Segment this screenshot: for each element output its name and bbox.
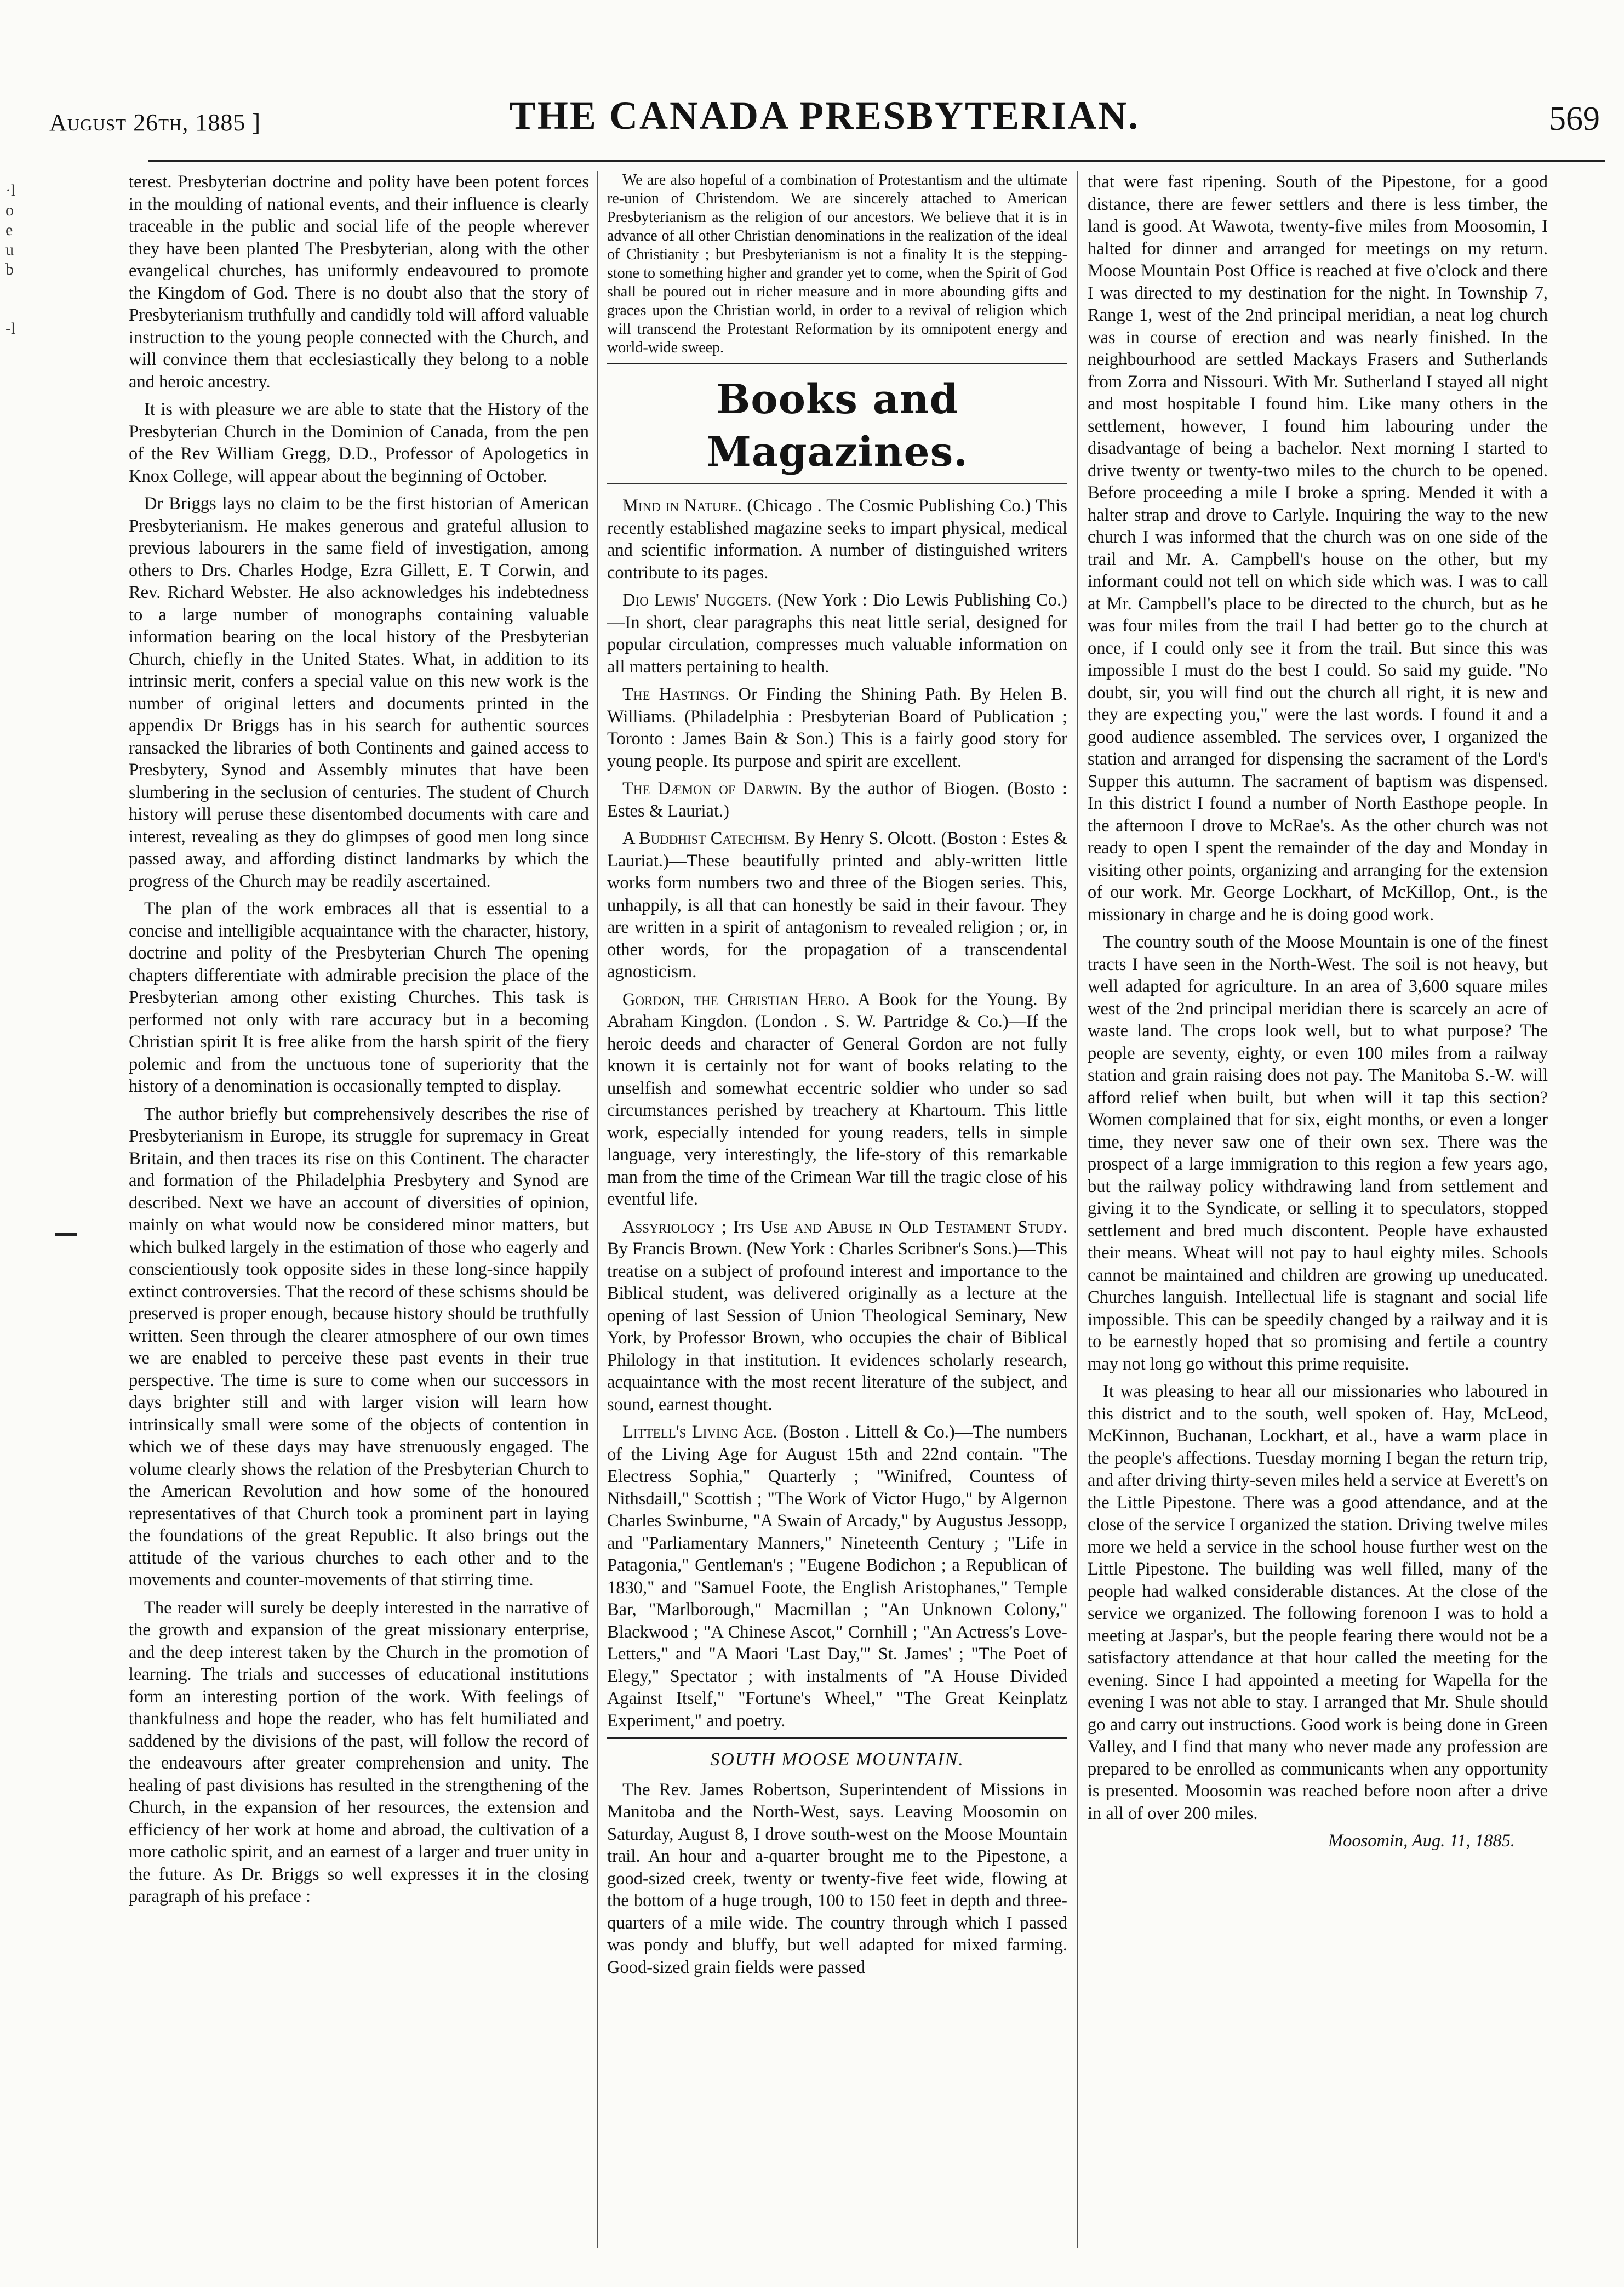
column-divider bbox=[597, 171, 598, 2248]
margin-dash bbox=[55, 1233, 77, 1236]
book-title: Dio Lewis' Nuggets. bbox=[622, 590, 772, 610]
book-text: (Boston . Littell & Co.)—The numbers of the Living Age for August 15th and 22nd contain. "The Electress Sophia," Quarterly ; "Winifred, Countess of Nithsdaill," Scottish ; "The Work of Victor Hugo," by Algernon Charles Swinburne, "A Swain of Arcady," by Augustus Jessopp, and "Parliamentary Manners," Nineteenth Century ; "Life in Patagonia," Gentleman's ; "Eugene Bodichon ; a Republican of 1830," and "Samuel Foote, the English Aristophanes," Temple Bar, "Marlborough," Macmillan ; "An Unknown Colony," Blackwood ; "A Chinese Ascot," Cornhill ; "An Actress's Love-Letters," and "A Maori 'Last Day,'" St. James' ; "The Poet of Elegy," Spectator ; with instalments of "A House Divided Against Itself," "Fortune's Wheel," "The Great Keinplatz Experiment," and poetry. bbox=[607, 1422, 1067, 1731]
paragraph: The country south of the Moose Mountain is one of the finest tracts I have seen in the North-West. The soil is not heavy, but well adapted for agriculture. In an area of 3,600 square miles west of the 2nd principal meridian there is scarcely an acre of waste land. The crops look well, but to what purpose? The people are seventy, eighty, or even 100 miles from a railway station and grain raising does not pay. The Manitoba S.-W. will afford relief when built, but when will it tap this section? Women complained that for six, eight months, or even a longer time, they never saw one of their own sex. There was the prospect of a large immigration to this region a few years ago, but the railway policy withdrawing land from settlement and giving it to the Syndicate, or selling it to speculators, stopped settlement and bred much discontent. People have exhausted their means. Wheat will not pay to haul eighty miles. Schools cannot be maintained and children are growing up uneducated. Churches languish. Intellectual life is stagnant and social life impossible. This can be speedily changed by a railway and it is to be earnestly hoped that so promising and fertile a country may not long go without this prime requisite. bbox=[1088, 932, 1548, 1374]
page-header bbox=[49, 93, 1600, 153]
book-entry bbox=[607, 778, 1067, 822]
header-rule bbox=[148, 160, 1605, 162]
paragraph: It is with pleasure we are able to state that the History of the Presbyterian Church in the Dominion of Canada, from the pen of the Rev William Gregg, D.D., Professor of Apologetics in Knox College, will appear about the beginning of October. bbox=[129, 400, 589, 486]
book-text: By Henry S. Olcott. (Boston : Estes & Lauriat.)—These beautifully printed and ably-written little works form numbers two and three of the Biogen series. This, unhappily, is all that can honestly be said in their favour. They are written in a spirit of antagonism to revealed religion ; or, in other words, for the propagation of a transcendental agnosticism. bbox=[607, 829, 1067, 982]
books-heading: Books and Magazines. bbox=[706, 376, 968, 476]
book-entry bbox=[607, 1421, 1067, 1732]
paragraph: terest. Presbyterian doctrine and polity have been potent forces in the moulding of national events, and their influence is clearly traceable in the public and social life of the people wherever they have been planted The Presbyterian, along with the other evangelical churches, has uniformly endeavoured to promote the Kingdom of God. There is no doubt also that the story of Presbyterianism truthfully and candidly told will afford valuable instruction to the young people connected with the Church, and will convince them that ecclesiastically they belong to a noble and heroic ancestry. bbox=[129, 172, 589, 392]
paragraph: The Rev. James Robertson, Superintendent of Missions in Manitoba and the North-West, says. Leaving Moosomin on Saturday, August 8, I drove south-west on the Moose Mountain trail. An hour and a-quarter brought me to the Pipestone, a good-sized creek, twenty or twenty-five feet wide, flowing at the bottom of a huge trough, 100 to 150 feet in depth and three-quarters of a mile wide. The country through which I passed was pondy and bluffy, but well adapted for mixed farming. Good-sized grain fields were passed bbox=[607, 1780, 1067, 1977]
book-title: Assyriology ; Its Use and Abuse in Old Testament Study. bbox=[622, 1217, 1067, 1237]
book-title: Mind in Nature. bbox=[622, 496, 742, 516]
column-divider bbox=[1077, 171, 1078, 2248]
heading-rule bbox=[607, 483, 1067, 484]
book-entry bbox=[607, 1216, 1067, 1416]
book-entry bbox=[607, 828, 1067, 983]
page-number: 569 bbox=[1549, 100, 1600, 138]
section-rule bbox=[607, 1737, 1067, 1739]
article-heading: SOUTH MOOSE MOUNTAIN. bbox=[710, 1749, 964, 1770]
issue-date: August 26th, 1885 ] bbox=[49, 109, 261, 136]
section-rule bbox=[607, 363, 1067, 364]
book-title: Gordon, the Christian Hero. bbox=[622, 989, 850, 1010]
book-title: The Dæmon of Darwin. bbox=[622, 779, 802, 799]
paragraph: Dr Briggs lays no claim to be the first historian of American Presbyterianism. He makes generous and grateful allusion to previous labourers in the same field of investigation, among others to Drs. Charles Hodge, Ezra Gillett, E. T Corwin, and Rev. Richard Webster. He also acknowledges his indebtedness to a large number of monographs containing valuable information bearing on the local history of the Presbyterian Church, chiefly in the United States. What, in addition to its intrinsic merit, confers a special value on this new work is the number of original letters and documents printed in the appendix Dr Briggs has in his search for authentic sources ransacked the libraries of both Continents and gained access to Presbytery, Synod and Assembly minutes that have been slumbering in the seclusion of centuries. The student of Church history will peruse these disentombed documents with care and interest, revealing as they do glimpses of good men long since passed away, and affording distinct landmarks by which the progress of the Church may be readily ascertained. bbox=[129, 494, 589, 891]
book-text: By the author of Biogen. (Bosto : Estes & Lauriat.) bbox=[607, 779, 1067, 821]
paragraph: The author briefly but comprehensively describes the rise of Presbyterianism in Europe, its struggle for supremacy in Great Britain, and then traces its rise on this Continent. The character and formation of the Philadelphia Presbytery and Synod are described. Next we have an account of diversities of opinion, mainly on what would now be considered minor matters, but which bulked largely in the estimation of those who eagerly and conscientiously took opposite sides in these long-since happily extinct controversies. That the record of these schisms should be preserved is proper enough, because history should be truthfully written. Seen through the clearer atmosphere of our own times we are enabled to perceive these past events in their true perspective. The time is sure to come when our successors in days brighter still and with larger vision will learn how intrinsically small were some of the objects of contention in which we of these days may have strenuously engaged. The volume clearly shows the relation of the Presbyterian Church to the American Revolution and how some of the honoured representatives of that Church took a prominent part in laying the foundations of the great Republic. It also brings out the attitude of the various churches to each other and to the movements and counter-movements of that stirring time. bbox=[129, 1104, 589, 1590]
book-entry bbox=[607, 589, 1067, 678]
book-text: (Chicago . The Cosmic Publishing Co.) This recently established magazine seeks to impart physical, medical and scientific information. A number of distinguished writers contribute to its pages. bbox=[607, 496, 1067, 583]
margin-marks: ·l o e u b -l bbox=[5, 181, 16, 338]
paragraph: The plan of the work embraces all that is essential to a concise and intelligible acquaintance with the character, history, doctrine and polity of the Presbyterian Church The opening chapters differentiate with admirable precision the place of the Presbyterian among other existing Churches. This task is performed not only with rare accuracy but in a becoming Christian spirit It is free alike from the harsh spirit of the fiery polemic and from the unctuous tone of superiority that the history of a denomination is occasionally tempted to display. bbox=[129, 899, 589, 1096]
book-entry bbox=[607, 683, 1067, 772]
paragraph: that were fast ripening. South of the Pipestone, for a good distance, there are fewer settlers and there is less timber, the land is good. At Wawota, twenty-five miles from Moosomin, I halted for dinner and arranged for meetings on my return. Moose Mountain Post Office is reached at five o'clock and there I was directed to my destination for the night. In Township 7, Range 1, west of the 2nd principal meridian, a neat log church was in course of erection and was nearly finished. In the neighbourhood are settled Mackays Frasers and Sutherlands from Zorra and Nissouri. With Mr. Sutherland I stayed all night and most hospitable I found him. Like many others in the settlement, however, I found him labouring under the disadvantage of being a bachelor. Next morning I started to drive twenty or twenty-two miles to the church to be opened. Before proceeding a mile I broke a spring. Mended it with a halter strap and drove to Carlyle. Inquiring the way to the new church I was informed that the church was on one side of the trail and Mr. A. Campbell's house on the other, but my informant could not tell on which side which was. I was to call at Mr. Campbell's place to be directed to the church, but as he was four miles from the trail I had better go to the church at once, if I could only see it from the trail. But since this was impossible I must do the best I could. So said my guide. "No doubt, sir, you will find out the church all right, it is new and they are expecting you," were the last words. I found it and a good audience assembled. The services over, I organized the station and arranged for dispensing the sacrament of the Lord's Supper this autumn. The sacrament of baptism was dispensed. In this district I found a number of North Easthope people. In the afternoon I drove to McRae's. As the other church was not ready to open I spent the remainder of the day and Monday in visiting other points, organizing and arranging for the extension of our work. Mr. George Lockhart, of McKillop, Ont., is the missionary in charge and he is doing good work. bbox=[1088, 172, 1548, 925]
column-middle bbox=[607, 171, 1067, 2254]
dateline-signature: Moosomin, Aug. 11, 1885. bbox=[1328, 1831, 1515, 1851]
book-text: By Francis Brown. (New York : Charles Scribner's Sons.)—This treatise on a subject of profound interest and importance to the Biblical student, was delivered originally as a lecture at the opening of last Session of Union Theological Seminary, New York, by Professor Brown, who occupies the chair of Biblical Philology in that institution. It evidences scholarly research, acquaintance with the most recent literature of the subject, and sound, earnest thought. bbox=[607, 1239, 1067, 1415]
book-title: The Hastings. bbox=[622, 685, 730, 704]
paragraph: It was pleasing to hear all our missionaries who laboured in this district and to the south, well spoken of. Hay, McLeod, McKinnon, Buchanan, Lockhart, et al., have a warm place in the people's affections. Tuesday morning I began the return trip, and after driving thirty-seven miles held a service at Everett's on the Little Pipestone. There was a good attendance, and at the close of the service I organized the station. Driving twelve miles more we held a service in the school house further west on the Little Pipestone. The building was well filled, many of the people had walked considerable distances. At the close of the service we organized. The following forenoon I was to hold a meeting at Jaspar's, but the people fearing there would not be a satisfactory attendance at that hour called the meeting for the evening. Since I had appointed a meeting for Wapella for the evening I was not able to stay. I arranged that Mr. Shule should go and carry out instructions. Good work is being done in Green Valley, and I find that many who never made any profession are prepared to be enrolled as communicants when any opportunity is presented. Moosomin was reached before noon after a drive in all of over 200 miles. bbox=[1088, 1382, 1548, 1823]
book-text: (New York : Dio Lewis Publishing Co.)—In short, clear paragraphs this neat little serial, designed for popular circulation, compresses much valuable information on all matters pertaining to health. bbox=[607, 590, 1067, 677]
column-left bbox=[129, 171, 589, 2254]
book-entry bbox=[607, 989, 1067, 1211]
book-entry bbox=[607, 495, 1067, 584]
book-title: Littell's Living Age. bbox=[622, 1422, 777, 1442]
book-text: A Book for the Young. By Abraham Kingdon. (London . S. W. Partridge & Co.)—If the heroic deeds and character of General Gordon are not fully known it is certainly not for want of books relating to the unselfish and somewhat eccentric soldier who under so sad circumstances perished by treachery at Khartoum. This little work, especially intended for young readers, tells in simple language, very interestingly, the life-story of this remarkable man from the time of the Crimean War till the tragic close of his eventful life. bbox=[607, 989, 1067, 1209]
masthead-title: THE CANADA PRESBYTERIAN. bbox=[509, 94, 1140, 138]
quoted-preface: We are also hopeful of a combination of Protestantism and the ultimate re-union of Christendom. We are sincerely attached to American Presbyterianism as the religion of our ancestors. We believe that it is in advance of all other Christian denominations in the realization of the ideal of Christianity ; but Presbyterianism is not a finality It is the stepping-stone to something higher and grander yet to come, when the Spirit of God shall be poured out in richer measure and in more abounding gifts and graces upon the Christian world, in order to a revival of religion which will transcend the Protestant Reformation by its omnipotent energy and world-wide sweep. bbox=[607, 172, 1067, 356]
book-title: A Buddhist Catechism. bbox=[622, 829, 790, 848]
column-right bbox=[1088, 171, 1548, 2254]
paragraph: The reader will surely be deeply interested in the narrative of the growth and expansion of the great missionary enterprise, and the deep interest taken by the Church in the promotion of learning. The trials and successes of educational institutions form an interesting portion of the work. With feelings of thankfulness and hope the reader, who has felt humiliated and saddened by the divisions of the past, will follow the record of the endeavours after greater comprehension and unity. The healing of past divisions has resulted in the strengthening of the Church, in the expansion of her resources, the extension and efficiency of her work at home and abroad, the cultivation of a more catholic spirit, and an earnest of a larger and truer unity in the future. As Dr. Briggs so well expresses it in the closing paragraph of his preface : bbox=[129, 1598, 589, 1906]
book-text: Or Finding the Shining Path. By Helen B. Williams. (Philadelphia : Presbyterian Board of Publication ; Toronto : James Bain & Son.) This is a fairly good story for young people. Its purpose and spirit are excellent. bbox=[607, 685, 1067, 771]
